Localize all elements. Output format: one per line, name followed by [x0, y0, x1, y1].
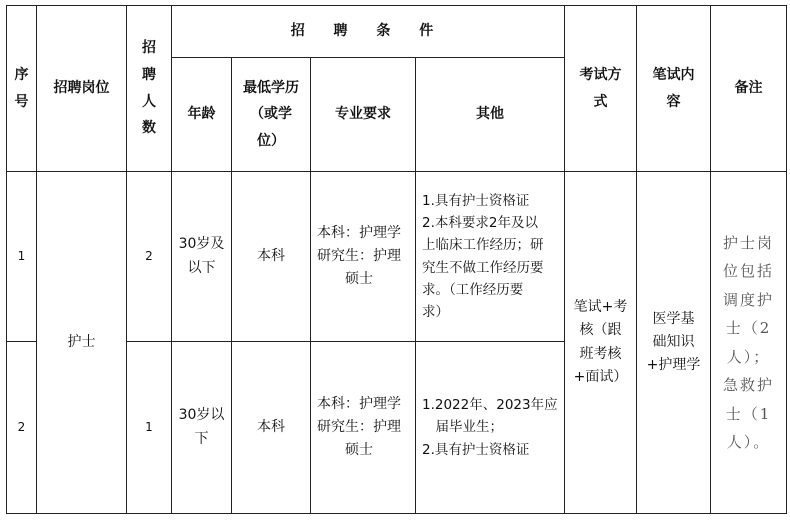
header-note: 备注: [711, 6, 787, 172]
row-1-age: 30岁及 以下: [172, 172, 232, 342]
header-position: 招聘岗位: [37, 6, 127, 172]
recruitment-table: [6, 5, 787, 514]
row-2-other: 1.2022年、2023年应 届毕业生； 2.具有护士资格证: [416, 342, 565, 514]
header-age: 年龄: [172, 58, 232, 172]
row-2-seq: 2: [7, 342, 37, 514]
header-education: 最低学历 （或学 位）: [232, 58, 311, 172]
row-2-count: 1: [127, 342, 172, 514]
note: 护士岗 位包括 调度护 士（2 人）； 急救护 士（1 人）。: [711, 172, 787, 514]
row-1-seq: 1: [7, 172, 37, 342]
header-major: 专业要求: [311, 58, 416, 172]
header-other: 其他: [416, 58, 565, 172]
header-count: 招 聘 人 数: [127, 6, 172, 172]
row-1-major: 本科：护理学 研究生：护理 硕士: [311, 172, 416, 342]
row-1-other: 1.具有护士资格证 2.本科要求2年及以 上临床工作经历；研 究生不做工作经历要 求。（工作经历要 求）: [416, 172, 565, 342]
header-seq: 序 号: [7, 6, 37, 172]
row-2-education: 本科: [232, 342, 311, 514]
header-exam-method: 考试方 式: [565, 6, 637, 172]
header-exam-content: 笔试内 容: [637, 6, 711, 172]
row-1-education: 本科: [232, 172, 311, 342]
row-2-age: 30岁以 下: [172, 342, 232, 514]
row-1-count: 2: [127, 172, 172, 342]
exam-content: 医学基 础知识 +护理学: [637, 172, 711, 514]
row-2-major: 本科：护理学 研究生：护理 硕士: [311, 342, 416, 514]
header-conditions: 招 聘 条 件: [172, 6, 565, 58]
job-title: 护士: [37, 172, 127, 514]
exam-method: 笔试+考 核（跟 班考核 +面试）: [565, 172, 637, 514]
